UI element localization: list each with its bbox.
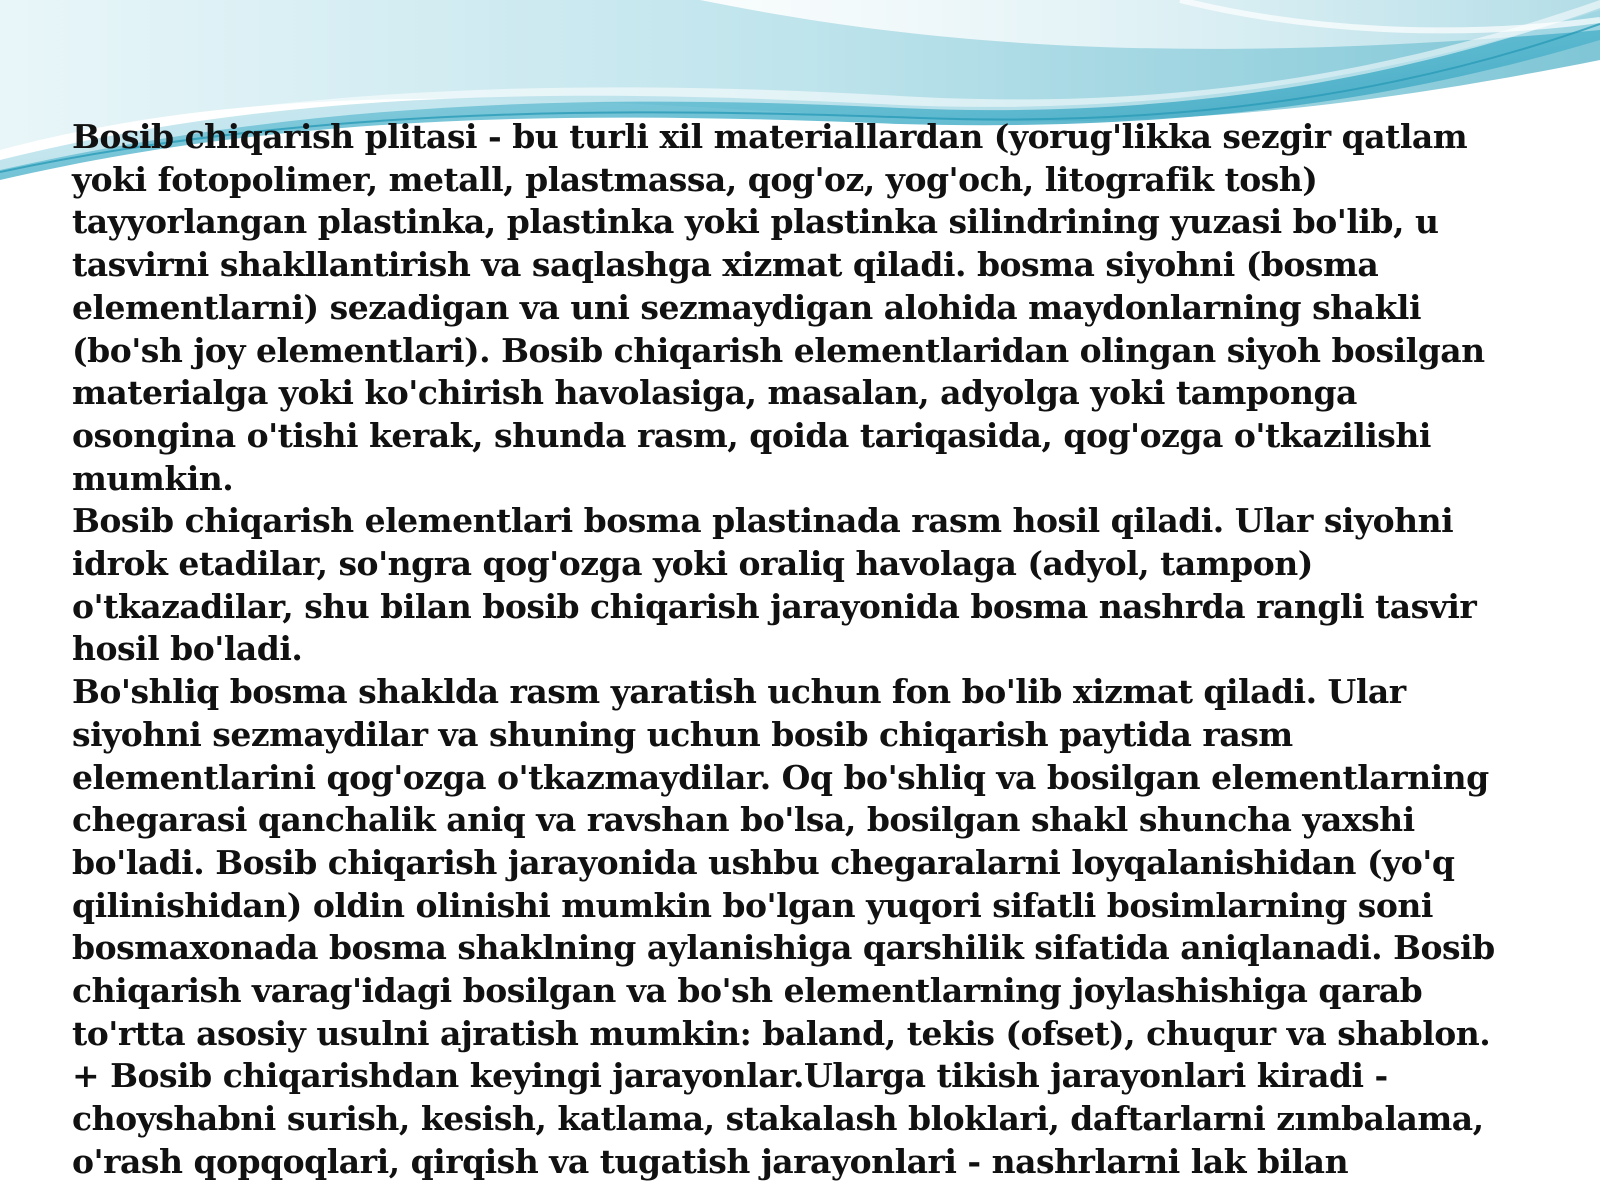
text-line: (bo'sh joy elementlari). Bosib chiqarish elementlaridan olingan siyoh bosilgan (72, 330, 1485, 370)
text-line: chegarasi qanchalik aniq va ravshan bo'lsa, bosilgan shakl shuncha yaxshi (72, 800, 1415, 840)
text-line: o'rash qopqoqlari, qirqish va tugatish jarayonlari - nashrlarni lak bilan (72, 1141, 1349, 1181)
text-line: to'rtta asosiy usulni ajratish mumkin: baland, tekis (ofset), chuqur va shablon. (72, 1013, 1491, 1053)
text-line: materialga yoki ko'chirish havolasiga, masalan, adyolga yoki tamponga (72, 373, 1357, 413)
text-line: Bosib chiqarish plitasi - bu turli xil materiallardan (yorug'likka sezgir qatlam (72, 117, 1468, 156)
paragraph-blank-elements (72, 671, 1572, 1055)
text-line: mumkin. (72, 458, 234, 498)
text-line: o'tkazadilar, shu bilan bosib chiqarish jarayonida bosma nashrda rangli tasvir (72, 586, 1477, 626)
paragraph-plate-definition (72, 116, 1572, 500)
text-line: elementlarni) sezadigan va uni sezmaydigan alohida maydonlarning shakli (72, 287, 1421, 327)
paragraph-post-printing (72, 1055, 1572, 1183)
text-line: bosmaxonada bosma shaklning aylanishiga qarshilik sifatida aniqlanadi. Bosib (72, 928, 1495, 968)
text-line: Bo'shliq bosma shaklda rasm yaratish uchun fon bo'lib xizmat qiladi. Ular (72, 672, 1406, 712)
text-line: bo'ladi. Bosib chiqarish jarayonida ushbu chegaralarni loyqalanishidan (yo'q (72, 842, 1455, 882)
text-line: choyshabni surish, kesish, katlama, stakalash bloklari, daftarlarni zımbalama, (72, 1099, 1484, 1139)
text-line: qilinishidan) oldin olinishi mumkin bo'lgan yuqori sifatli bosimlarning soni (72, 885, 1433, 925)
text-line: yoki fotopolimer, metall, plastmassa, qog'oz, yog'och, litografik tosh) (72, 159, 1318, 199)
text-line: idrok etadilar, so'ngra qog'ozga yoki oraliq havolaga (adyol, tampon) (72, 544, 1313, 584)
text-line: tasvirni shakllantirish va saqlashga xizmat qiladi. bosma siyohni (bosma (72, 245, 1379, 285)
text-line: elementlarini qog'ozga o'tkazmaydilar. Oq bo'shliq va bosilgan elementlarning (72, 757, 1489, 797)
text-line: Bosib chiqarish elementlari bosma plastinada rasm hosil qiladi. Ular siyohni (72, 501, 1454, 541)
text-line: siyohni sezmaydilar va shuning uchun bosib chiqarish paytida rasm (72, 714, 1293, 754)
text-line: osongina o'tishi kerak, shunda rasm, qoida tariqasida, qog'ozga o'tkazilishi (72, 415, 1431, 455)
text-line: chiqarish varag'idagi bosilgan va bo'sh elementlarning joylashishiga qarab (72, 971, 1423, 1011)
text-line: + Bosib chiqarishdan keyingi jarayonlar.Ularga tikish jarayonlari kiradi - (72, 1056, 1388, 1096)
slide-body-text (72, 116, 1572, 1184)
text-line: hosil bo'ladi. (72, 629, 303, 669)
paragraph-printing-elements (72, 500, 1572, 671)
text-line: tayyorlangan plastinka, plastinka yoki plastinka silindrining yuzasi bo'lib, u (72, 202, 1439, 242)
